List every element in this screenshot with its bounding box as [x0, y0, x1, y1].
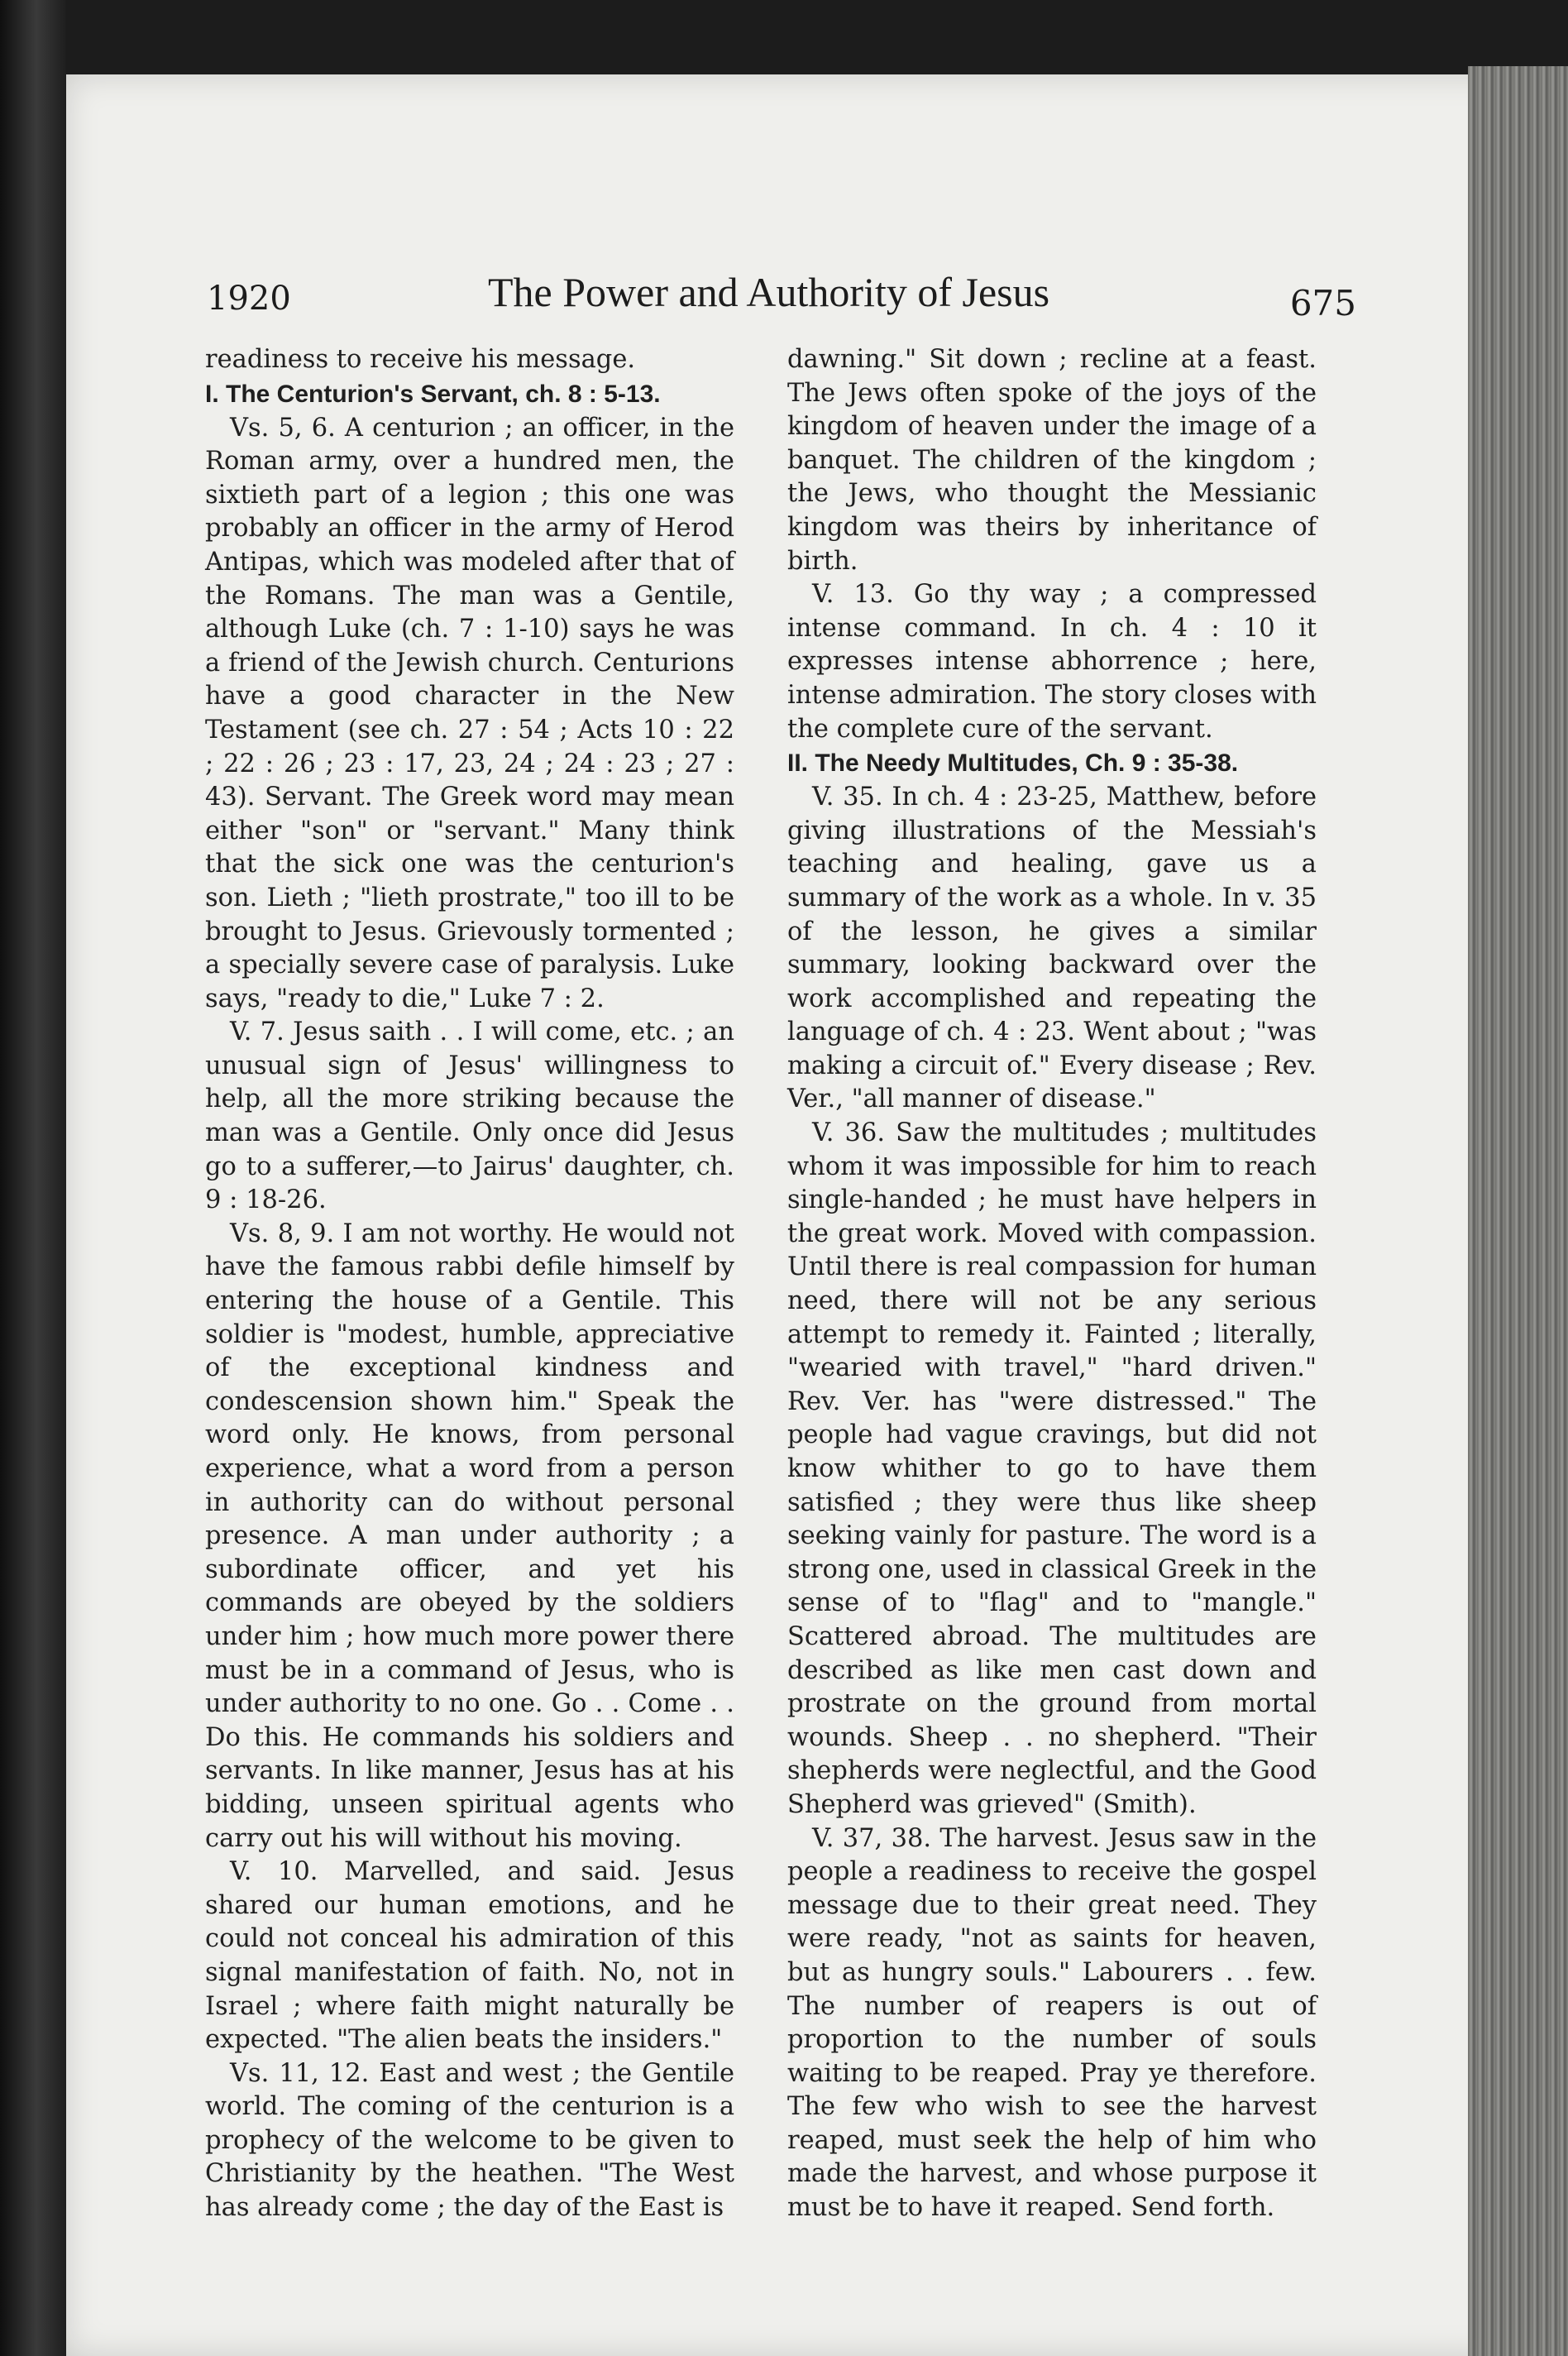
paragraph: V. 10. Marvelled, and said. Jesus shared our human emotions, and he could not conceal his admiration of this signal manifestation of faith. No, not in Israel ; where faith might naturally be expected. "The alien beats the insiders." — [205, 1857, 734, 2055]
section-heading-multitudes: II. The Needy Multitudes, Ch. 9 : 35-38. — [787, 749, 1239, 778]
paragraph: Vs. 8, 9. I am not worthy. He would not have the famous rabbi defile himself by entering the house of a Gentile. This soldier is "modest, humble, appreciative of the exceptional kindness and condescension shown him." Speak the word only. He knows, from personal experience, what a word from a person in authority can do without personal presence. A man under authority ; a subordinate officer, and yet his commands are obeyed by the soldiers under him ; how much more power there must be in a command of Jesus, who is under authority to no one. Go . . Come . . Do this. He commands his soldiers and servants. In like manner, Jesus has at his bidding, unseen spiritual agents who carry out his will without his moving. — [205, 1219, 734, 1853]
right-column — [787, 343, 1317, 2225]
page-stack-edge — [1468, 66, 1568, 2356]
section-heading-centurion: I. The Centurion's Servant, ch. 8 : 5-13. — [205, 380, 661, 408]
paragraph: V. 13. Go thy way ; a compressed intense command. In ch. 4 : 10 it expresses intense abhorrence ; here, intense admiration. The story closes with the complete cure of the servant. — [787, 580, 1317, 744]
paragraph: Vs. 11, 12. East and west ; the Gentile world. The coming of the centurion is a prophecy of the welcome to be given to Christianity by the heathen. "The West has already come ; the day of the East is — [205, 2058, 734, 2223]
paragraph: Vs. 5, 6. A centurion ; an officer, in the Roman army, over a hundred men, the sixtieth part of a legion ; this one was probably an officer in the army of Herod Antipas, which was modeled after that of the Romans. The man was a Gentile, although Luke (ch. 7 : 1-10) says he was a friend of the Jewish church. Centurions have a good character in the New Testament (see ch. 27 : 54 ; Acts 10 : 22 ; 22 : 26 ; 23 : 17, 23, 24 ; 24 : 23 ; 27 : 43). Servant. The Greek word may mean either "son" or "servant." Many think that the sick one was the centurion's son. Lieth ; "lieth prostrate," too ill to be brought to Jesus. Grievously tormented ; a specially severe case of paralysis. Luke says, "ready to die," Luke 7 : 2. — [205, 413, 734, 1013]
paragraph: V. 35. In ch. 4 : 23-25, Matthew, before giving illustrations of the Messiah's teaching and healing, gave us a summary of the work as a whole. In v. 35 of the lesson, he gives a similar summary, looking backward over the work accomplished and repeating the language of ch. 4 : 23. Went about ; "was making a circuit of." Every disease ; Rev. Ver., "all manner of disease." — [787, 783, 1317, 1114]
paragraph: V. 36. Saw the multitudes ; multitudes whom it was impossible for him to reach single-handed ; he must have helpers in the great work. Moved with compassion. Until there is real compassion for human need, there will not be any serious attempt to remedy it. Fainted ; literally, "wearied with travel," "hard driven." Rev. Ver. has "were distressed." The people had vague cravings, but did not know whither to go to have them satisfied ; they were thus like sheep seeking vainly for pasture. The word is a strong one, used in classical Greek in the sense of to "flag" and to "mangle." Scattered abroad. The multitudes are described as like men cast down and prostrate on the ground from mortal wounds. Sheep . . no shepherd. "Their shepherds were neglectful, and the Good Shepherd was grieved" (Smith). — [787, 1118, 1317, 1819]
left-column — [205, 343, 734, 2225]
paragraph: dawning." Sit down ; recline at a feast. The Jews often spoke of the joys of the kingdom of heaven under the image of a banquet. The children of the kingdom ; the Jews, who thought the Messianic kingdom was theirs by inheritance of birth. — [787, 345, 1317, 576]
page-number: 675 — [1289, 283, 1356, 323]
header-title: The Power and Authority of Jesus — [488, 269, 1050, 315]
paragraph: readiness to receive his message. — [205, 345, 636, 374]
book-binding-edge — [0, 0, 66, 2356]
running-header — [207, 265, 1356, 331]
paragraph: V. 37, 38. The harvest. Jesus saw in the people a readiness to receive the gospel message due to their great need. They were ready, "not as saints for heaven, but as hungry souls." Labourers . . few. The number of reapers is out of proportion to the number of souls waiting to be reaped. Pray ye therefore. The few who wish to see the harvest reaped, must seek the help of him who made the harvest, and whose purpose it must be to have it reaped. Send forth. — [787, 1823, 1317, 2223]
paragraph: V. 7. Jesus saith . . I will come, etc. ; an unusual sign of Jesus' willingness to help, all the more striking because the man was a Gentile. Only once did Jesus go to a sufferer,—to Jairus' daughter, ch. 9 : 18-26. — [205, 1018, 734, 1215]
scan-top-margin — [0, 0, 1568, 79]
header-year: 1920 — [207, 280, 291, 318]
